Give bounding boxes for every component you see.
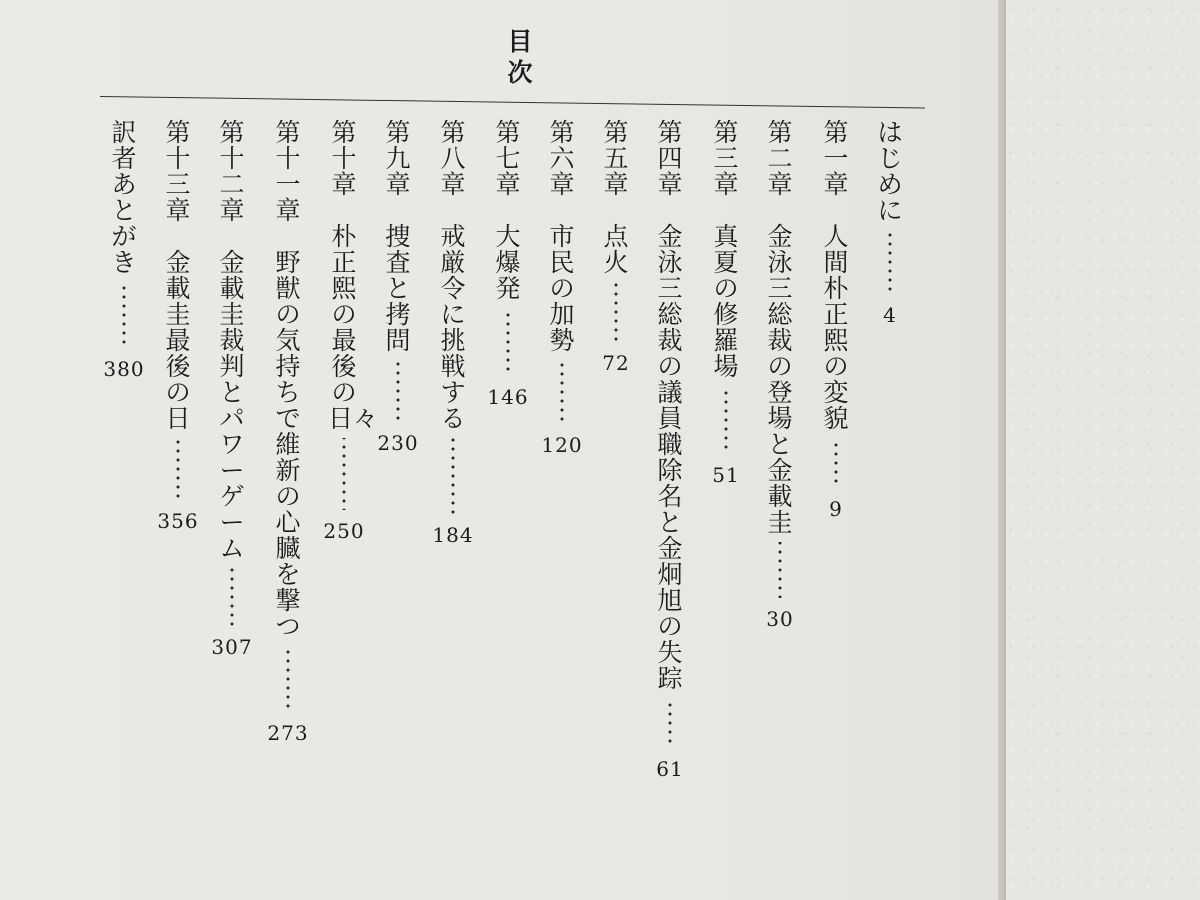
toc-entry-chapter-6 (542, 120, 582, 456)
page-number: 230 (377, 431, 419, 455)
entry-title: 戒厳令に挑戦する (440, 222, 466, 433)
title-rule (100, 96, 925, 109)
toc-entry-chapter-11 (268, 120, 308, 744)
entry-title: 人間朴正熙の変貌 (823, 222, 849, 433)
toc-entry-chapter-5 (596, 120, 636, 374)
chapter-label: 第四章 (657, 118, 683, 199)
toc-entry-chapter-12 (212, 120, 252, 658)
toc-entry-chapter-4 (650, 120, 690, 780)
toc-entry-chapter-13 (158, 120, 198, 532)
leader-dots (888, 230, 892, 294)
page-number: 356 (157, 509, 199, 533)
entry-title: 真夏の修羅場 (713, 222, 739, 381)
page-number: 61 (656, 757, 684, 781)
book-cover-paper (1006, 0, 1200, 900)
entry-title: 捜査と拷問 (385, 222, 411, 355)
leader-dots (230, 568, 234, 626)
chapter-label: 第十一章 (275, 118, 301, 225)
page-edge (998, 0, 1006, 900)
toc-entry-chapter-8 (433, 120, 473, 546)
leader-dots (614, 282, 618, 342)
page-number: 120 (541, 433, 583, 457)
page-number: 72 (602, 351, 630, 375)
leader-dots (342, 438, 346, 510)
leader-dots (724, 386, 728, 454)
page-number: 273 (267, 721, 309, 745)
entry-title: 訳者あとがき (111, 118, 137, 277)
chapter-label: 第六章 (549, 118, 575, 199)
toc-entry-chapter-1 (816, 120, 856, 520)
page-number: 307 (211, 635, 253, 659)
leader-dots (668, 698, 672, 748)
chapter-label: 第八章 (440, 118, 466, 199)
toc-entry-afterword (104, 120, 144, 380)
leader-dots (834, 438, 838, 488)
page-number: 9 (829, 497, 843, 521)
leader-dots (506, 308, 510, 376)
chapter-label: 第七章 (495, 118, 521, 199)
entry-title: 金泳三総裁の登場と金載圭 (767, 222, 793, 537)
toc-entry-chapter-10 (323, 118, 379, 543)
toc-entry-chapter-9 (378, 120, 418, 454)
leader-dots (396, 360, 400, 422)
toc-entry-chapter-2 (760, 120, 800, 630)
page-number: 30 (766, 607, 794, 631)
chapter-label: 第十章 (331, 118, 357, 199)
entry-title: 金載圭裁判とパワーゲーム (219, 248, 245, 563)
leader-dots (560, 360, 564, 424)
entry-title: 市民の加勢 (549, 222, 575, 355)
entry-title: 金載圭最後の日 (165, 248, 191, 433)
chapter-label: 第一章 (823, 118, 849, 199)
chapter-label: 第九章 (385, 118, 411, 199)
page-number: 4 (883, 303, 897, 327)
toc-entry-chapter-7 (488, 120, 528, 408)
leader-dots (778, 542, 782, 598)
page-number: 184 (432, 523, 474, 547)
page-number: 250 (323, 519, 365, 543)
chapter-label: 第十三章 (165, 118, 191, 225)
leader-dots (176, 438, 180, 500)
toc-title: 目次 (507, 27, 533, 87)
chapter-label: 第三章 (713, 118, 739, 199)
leader-dots (286, 646, 290, 712)
entry-title: 野獣の気持ちで維新の心臓を撃つ (275, 248, 301, 641)
entry-title: 金泳三総裁の議員職除名と金炯旭の失踪 (657, 222, 683, 693)
leader-dots (122, 282, 126, 348)
toc-entry-introduction (870, 120, 910, 326)
page-number: 51 (712, 463, 740, 487)
chapter-label: 第二章 (767, 118, 793, 199)
page-number: 146 (487, 385, 529, 409)
chapter-label: 第十二章 (219, 118, 245, 225)
page-number: 380 (103, 357, 145, 381)
entry-title: 点火 (603, 222, 629, 277)
toc-entry-chapter-3 (706, 120, 746, 486)
entry-title: 大爆発 (495, 222, 521, 303)
chapter-label: 第五章 (603, 118, 629, 199)
entry-title: 朴正熙の最後の日々 (328, 222, 379, 433)
entry-title: はじめに (877, 118, 903, 225)
leader-dots (451, 438, 455, 514)
